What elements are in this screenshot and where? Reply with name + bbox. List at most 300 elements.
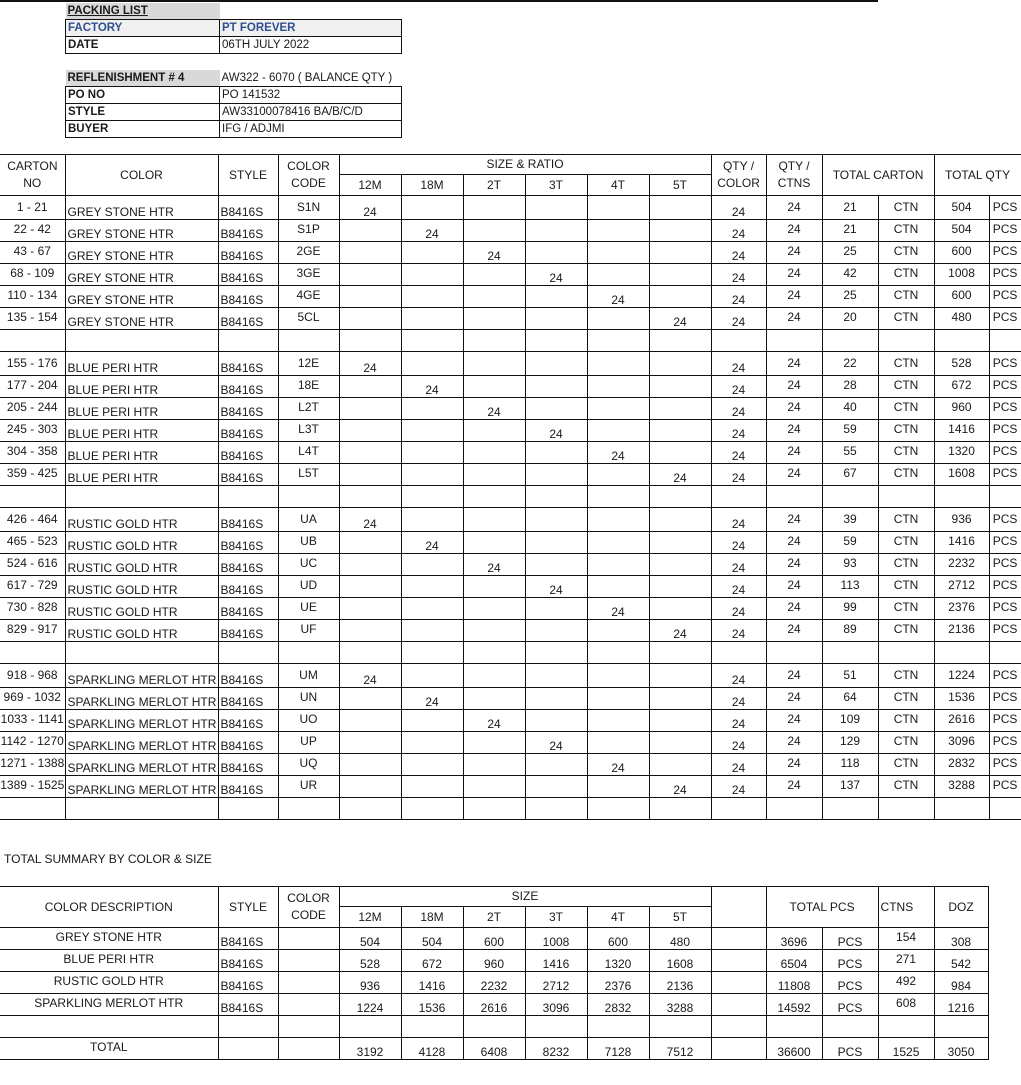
color-code-text: S1N — [296, 200, 321, 214]
size-qty — [339, 928, 401, 950]
carton-no — [0, 264, 65, 286]
blank-cell — [278, 642, 339, 664]
summary-row — [0, 950, 988, 972]
doz — [934, 972, 988, 994]
size-ratio-cell — [587, 776, 649, 798]
color-code-text: 12E — [297, 356, 320, 370]
size-ratio-cell — [463, 620, 525, 642]
pcs-unit — [989, 308, 1021, 330]
carton-no — [0, 352, 65, 376]
size-ratio-cell — [339, 732, 401, 754]
blank-cell — [401, 330, 463, 352]
size-ratio-cell — [525, 688, 587, 710]
header-size-18m: 18M — [401, 175, 463, 196]
style — [218, 732, 278, 754]
size-qty-text: 1416 — [418, 979, 446, 993]
style-text: B8416S — [220, 227, 264, 241]
carton-no — [0, 598, 65, 620]
table-row — [0, 710, 1021, 732]
carton-no-text: 177 - 204 — [6, 378, 58, 392]
size-ratio-cell-text: 24 — [611, 761, 625, 775]
total-qty-text: 936 — [951, 512, 972, 526]
blank-row — [0, 330, 1021, 352]
size-qty-text: 7128 — [604, 1045, 632, 1059]
total-carton-text: 25 — [843, 244, 857, 258]
color-code — [278, 928, 339, 950]
size-ratio-cell — [649, 308, 711, 330]
total-qty — [934, 308, 989, 330]
summary-header-ctns: CTNS — [878, 887, 934, 928]
pcs-unit-text: PCS — [992, 222, 1018, 236]
pcs-unit — [989, 242, 1021, 264]
size-ratio-cell-text: 24 — [549, 271, 563, 285]
size-ratio-cell — [463, 508, 525, 532]
size-ratio-cell — [463, 464, 525, 486]
size-qty — [463, 972, 525, 994]
summary-header-size-4t: 4T — [587, 907, 649, 928]
size-ratio-cell — [463, 286, 525, 308]
blank-row — [0, 642, 1021, 664]
blank-cell — [463, 486, 525, 508]
total-carton — [822, 420, 878, 442]
ctn-unit — [878, 576, 934, 598]
blank-cell — [278, 1016, 339, 1038]
qty-per-color — [711, 732, 766, 754]
size-ratio-cell — [339, 420, 401, 442]
qty-per-color — [711, 352, 766, 376]
size-ratio-cell — [339, 352, 401, 376]
size-qty — [525, 950, 587, 972]
carton-no — [0, 532, 65, 554]
carton-no-text: 205 - 244 — [6, 400, 58, 414]
total-pcs-text: 6504 — [780, 957, 808, 971]
qty-per-ctns — [766, 732, 822, 754]
qty-per-ctns — [766, 664, 822, 688]
color-description-text: SPARKLING MERLOT HTR — [34, 996, 184, 1010]
total-carton-text: 93 — [843, 556, 857, 570]
pcs-unit-text: PCS — [992, 534, 1018, 548]
size-ratio-cell — [401, 196, 463, 220]
size-ratio-cell — [401, 352, 463, 376]
header-size-5t: 5T — [649, 175, 711, 196]
size-ratio-cell — [525, 442, 587, 464]
size-qty — [587, 950, 649, 972]
color — [65, 688, 218, 710]
ctn-unit-text: CTN — [893, 378, 919, 392]
size-ratio-cell-text: 24 — [487, 561, 501, 575]
pcs-unit — [989, 598, 1021, 620]
size-ratio-cell — [649, 598, 711, 620]
qty-per-color — [711, 196, 766, 220]
pcs-unit — [989, 508, 1021, 532]
total-carton-text: 64 — [843, 690, 857, 704]
carton-no-text: 465 - 523 — [6, 534, 58, 548]
size-qty — [463, 950, 525, 972]
blank-cell — [339, 486, 401, 508]
color-text: GREY STONE HTR — [67, 205, 174, 219]
size-qty-text: 528 — [359, 957, 381, 971]
color-text: SPARKLING MERLOT HTR — [67, 717, 217, 731]
pcs-unit — [989, 688, 1021, 710]
size-qty-text: 504 — [421, 935, 443, 949]
ctn-unit-text: CTN — [893, 466, 919, 480]
summary-header-blank — [711, 887, 766, 928]
size-qty-text: 672 — [421, 957, 443, 971]
style-text: B8416S — [220, 783, 264, 797]
ctn-unit-text: CTN — [893, 622, 919, 636]
style-text: B8416S — [220, 695, 264, 709]
color-code — [278, 398, 339, 420]
blank-cell — [711, 994, 766, 1016]
size-ratio-cell — [587, 420, 649, 442]
color-text: GREY STONE HTR — [67, 293, 174, 307]
size-ratio-cell — [649, 554, 711, 576]
size-ratio-cell — [525, 532, 587, 554]
blank-cell — [278, 486, 339, 508]
size-ratio-cell — [525, 754, 587, 776]
total-carton — [822, 464, 878, 486]
blank-row — [0, 486, 1021, 508]
qty-per-color-text: 24 — [731, 627, 746, 641]
doz — [934, 928, 988, 950]
ctn-unit-text: CTN — [893, 512, 919, 526]
size-ratio-cell — [339, 286, 401, 308]
table-row — [0, 620, 1021, 642]
blank-cell — [766, 798, 822, 820]
blank-cell — [401, 642, 463, 664]
color-text: GREY STONE HTR — [67, 271, 174, 285]
carton-no-text: 1271 - 1388 — [0, 756, 65, 770]
size-ratio-cell — [525, 242, 587, 264]
carton-no — [0, 464, 65, 486]
style-text: B8416S — [220, 761, 264, 775]
summary-header-size-5t: 5T — [649, 907, 711, 928]
size-ratio-cell — [649, 710, 711, 732]
style — [218, 286, 278, 308]
size-ratio-cell — [649, 442, 711, 464]
size-qty-text: 8232 — [542, 1045, 570, 1059]
qty-per-color — [711, 308, 766, 330]
style — [218, 508, 278, 532]
total-qty — [934, 420, 989, 442]
qty-per-ctns — [766, 420, 822, 442]
size-ratio-cell — [401, 554, 463, 576]
size-ratio-cell — [463, 196, 525, 220]
color — [65, 508, 218, 532]
size-qty-text: 1008 — [542, 935, 570, 949]
color-code — [278, 464, 339, 486]
pcs-unit-text: PCS — [992, 622, 1018, 636]
total-qty-text: 3096 — [948, 734, 975, 748]
style-label: STYLE — [66, 104, 220, 121]
total-qty-text: 480 — [951, 310, 972, 324]
size-ratio-cell — [401, 308, 463, 330]
size-ratio-cell — [463, 664, 525, 688]
blank-cell — [934, 642, 989, 664]
total-pcs — [766, 950, 822, 972]
color — [65, 286, 218, 308]
pcs-unit-text: PCS — [992, 310, 1018, 324]
size-ratio-cell — [463, 576, 525, 598]
ctn-unit — [878, 242, 934, 264]
size-qty-text: 936 — [359, 979, 381, 993]
size-qty — [463, 994, 525, 1016]
size-ratio-cell — [339, 196, 401, 220]
size-qty — [401, 994, 463, 1016]
qty-per-color — [711, 576, 766, 598]
size-qty-text: 1536 — [418, 1001, 446, 1015]
ctn-unit — [878, 442, 934, 464]
qty-per-ctns — [766, 576, 822, 598]
ctn-unit-text: CTN — [893, 222, 919, 236]
size-qty-text: 2376 — [604, 979, 632, 993]
ctns — [878, 1038, 934, 1060]
style — [218, 242, 278, 264]
color-code-text: UN — [299, 690, 318, 704]
qty-per-ctns — [766, 242, 822, 264]
color-code — [278, 576, 339, 598]
size-qty — [649, 928, 711, 950]
size-ratio-cell — [463, 376, 525, 398]
qty-per-ctns-text: 24 — [787, 556, 801, 570]
size-qty-text: 480 — [669, 935, 691, 949]
total-carton — [822, 710, 878, 732]
size-ratio-cell — [587, 398, 649, 420]
size-ratio-cell — [587, 352, 649, 376]
ctn-unit — [878, 598, 934, 620]
size-ratio-cell-text: 24 — [425, 227, 439, 241]
size-ratio-cell — [401, 376, 463, 398]
pcs-unit-text: PCS — [992, 734, 1018, 748]
total-carton-text: 67 — [843, 466, 857, 480]
color-text: SPARKLING MERLOT HTR — [67, 673, 217, 687]
table-row — [0, 196, 1021, 220]
style-text: B8416S — [220, 739, 264, 753]
color-text: RUSTIC GOLD HTR — [67, 627, 178, 641]
total-qty-text: 600 — [951, 244, 972, 258]
size-ratio-cell — [649, 398, 711, 420]
size-ratio-cell — [525, 398, 587, 420]
blank-cell — [587, 1016, 649, 1038]
qty-per-ctns-text: 24 — [787, 422, 801, 436]
color-code — [278, 688, 339, 710]
size-ratio-cell — [525, 664, 587, 688]
size-ratio-cell — [649, 532, 711, 554]
pcs-unit — [989, 664, 1021, 688]
qty-per-color-text: 24 — [731, 717, 746, 731]
qty-per-ctns-text: 24 — [787, 600, 801, 614]
blank-cell — [649, 798, 711, 820]
style-text: B8416S — [220, 583, 264, 597]
total-carton-text: 59 — [843, 422, 857, 436]
table-row — [0, 264, 1021, 286]
table-row — [0, 776, 1021, 798]
pcs-unit — [989, 532, 1021, 554]
color-text: GREY STONE HTR — [67, 249, 174, 263]
blank-cell — [934, 486, 989, 508]
pcs-unit-text: PCS — [837, 1045, 863, 1059]
pcs-unit — [989, 196, 1021, 220]
ctn-unit — [878, 532, 934, 554]
blank-cell — [766, 1016, 822, 1038]
size-ratio-cell — [339, 532, 401, 554]
color-text: RUSTIC GOLD HTR — [67, 605, 178, 619]
pcs-unit-text: PCS — [837, 1001, 863, 1015]
size-qty — [525, 1038, 587, 1060]
size-qty-text: 6408 — [480, 1045, 508, 1059]
pcs-unit — [989, 286, 1021, 308]
carton-no — [0, 420, 65, 442]
ctn-unit-text: CTN — [893, 534, 919, 548]
size-ratio-cell — [401, 732, 463, 754]
header-size-4t: 4T — [587, 175, 649, 196]
pcs-unit-text: PCS — [992, 578, 1018, 592]
color-text: BLUE PERI HTR — [67, 361, 159, 375]
qty-per-color — [711, 264, 766, 286]
size-ratio-cell — [463, 688, 525, 710]
total-carton-text: 21 — [843, 222, 857, 236]
qty-per-color — [711, 776, 766, 798]
blank-cell — [65, 642, 218, 664]
total-qty-text: 1608 — [948, 466, 975, 480]
size-ratio-cell — [339, 264, 401, 286]
ctns-text: 492 — [896, 974, 917, 988]
size-ratio-cell — [339, 508, 401, 532]
total-carton — [822, 754, 878, 776]
size-qty — [587, 994, 649, 1016]
blank-cell — [711, 950, 766, 972]
pcs-unit-text: PCS — [992, 244, 1018, 258]
color-code — [278, 532, 339, 554]
style — [218, 420, 278, 442]
date-value: 06TH JULY 2022 — [220, 37, 402, 54]
blank-cell — [766, 642, 822, 664]
total-carton — [822, 532, 878, 554]
blank-cell — [339, 1016, 401, 1038]
size-qty-text: 3288 — [666, 1001, 694, 1015]
color-text: SPARKLING MERLOT HTR — [67, 783, 217, 797]
style — [218, 442, 278, 464]
blank-cell — [339, 642, 401, 664]
total-carton-text: 118 — [840, 756, 860, 770]
total-carton — [822, 598, 878, 620]
color-code — [278, 554, 339, 576]
pcs-unit-text: PCS — [992, 778, 1018, 792]
pcs-unit — [989, 420, 1021, 442]
color-code — [278, 420, 339, 442]
carton-no-text: 155 - 176 — [6, 356, 58, 370]
color — [65, 554, 218, 576]
size-qty-text: 3096 — [542, 1001, 570, 1015]
style — [218, 220, 278, 242]
blank-cell — [766, 486, 822, 508]
carton-no-text: 135 - 154 — [6, 310, 58, 324]
size-qty — [587, 1038, 649, 1060]
table-row — [0, 732, 1021, 754]
size-ratio-cell — [587, 196, 649, 220]
header-carton-no: CARTON NO — [0, 155, 65, 196]
size-ratio-cell — [649, 620, 711, 642]
qty-per-ctns — [766, 376, 822, 398]
blank-cell — [711, 798, 766, 820]
buyer-value: IFG / ADJMI — [220, 121, 402, 138]
qty-per-ctns — [766, 598, 822, 620]
style-text: B8416S — [220, 205, 264, 219]
pcs-unit — [989, 576, 1021, 598]
blank-cell — [822, 486, 878, 508]
blank-cell — [878, 798, 934, 820]
total-carton — [822, 576, 878, 598]
size-qty-text: 2832 — [604, 1001, 632, 1015]
ctns — [878, 950, 934, 972]
size-ratio-cell — [525, 376, 587, 398]
qty-per-ctns-text: 24 — [787, 288, 801, 302]
total-label — [0, 1038, 218, 1060]
qty-per-color — [711, 442, 766, 464]
qty-per-color-text: 24 — [731, 249, 746, 263]
total-carton — [822, 620, 878, 642]
size-ratio-cell — [339, 442, 401, 464]
ctn-unit-text: CTN — [893, 600, 919, 614]
qty-per-color — [711, 398, 766, 420]
size-qty — [587, 928, 649, 950]
total-pcs — [766, 1038, 822, 1060]
color-code-text: 4GE — [296, 288, 321, 302]
total-qty-text: 504 — [951, 200, 972, 214]
size-ratio-cell — [339, 776, 401, 798]
style-text: B8416S — [220, 361, 264, 375]
blank-cell — [218, 1016, 278, 1038]
qty-per-ctns — [766, 220, 822, 242]
blank-cell — [989, 798, 1021, 820]
carton-no — [0, 710, 65, 732]
doz — [934, 950, 988, 972]
size-qty — [587, 972, 649, 994]
carton-no — [0, 754, 65, 776]
total-carton-text: 89 — [843, 622, 857, 636]
size-ratio-cell — [463, 776, 525, 798]
style — [218, 950, 278, 972]
size-ratio-cell — [525, 308, 587, 330]
size-ratio-cell — [525, 554, 587, 576]
total-carton-text: 39 — [843, 512, 857, 526]
style-text: B8416S — [220, 249, 264, 263]
qty-per-color — [711, 532, 766, 554]
ctn-unit-text: CTN — [893, 690, 919, 704]
carton-no — [0, 442, 65, 464]
color-code — [278, 994, 339, 1016]
pcs-unit-text: PCS — [992, 466, 1018, 480]
po-label: PO NO — [66, 87, 220, 104]
color-text: RUSTIC GOLD HTR — [67, 583, 178, 597]
size-ratio-cell — [339, 664, 401, 688]
size-qty — [401, 972, 463, 994]
size-ratio-cell — [401, 420, 463, 442]
header-size-3t: 3T — [525, 175, 587, 196]
ctn-unit-text: CTN — [893, 400, 919, 414]
header-size-2t: 2T — [463, 175, 525, 196]
style — [218, 576, 278, 598]
qty-per-ctns-text: 24 — [787, 310, 801, 324]
ctn-unit — [878, 308, 934, 330]
qty-per-ctns-text: 24 — [787, 756, 801, 770]
qty-per-color — [711, 376, 766, 398]
color — [65, 664, 218, 688]
total-qty-text: 672 — [951, 378, 972, 392]
size-qty — [463, 928, 525, 950]
size-qty — [649, 994, 711, 1016]
total-qty-text: 3288 — [948, 778, 975, 792]
